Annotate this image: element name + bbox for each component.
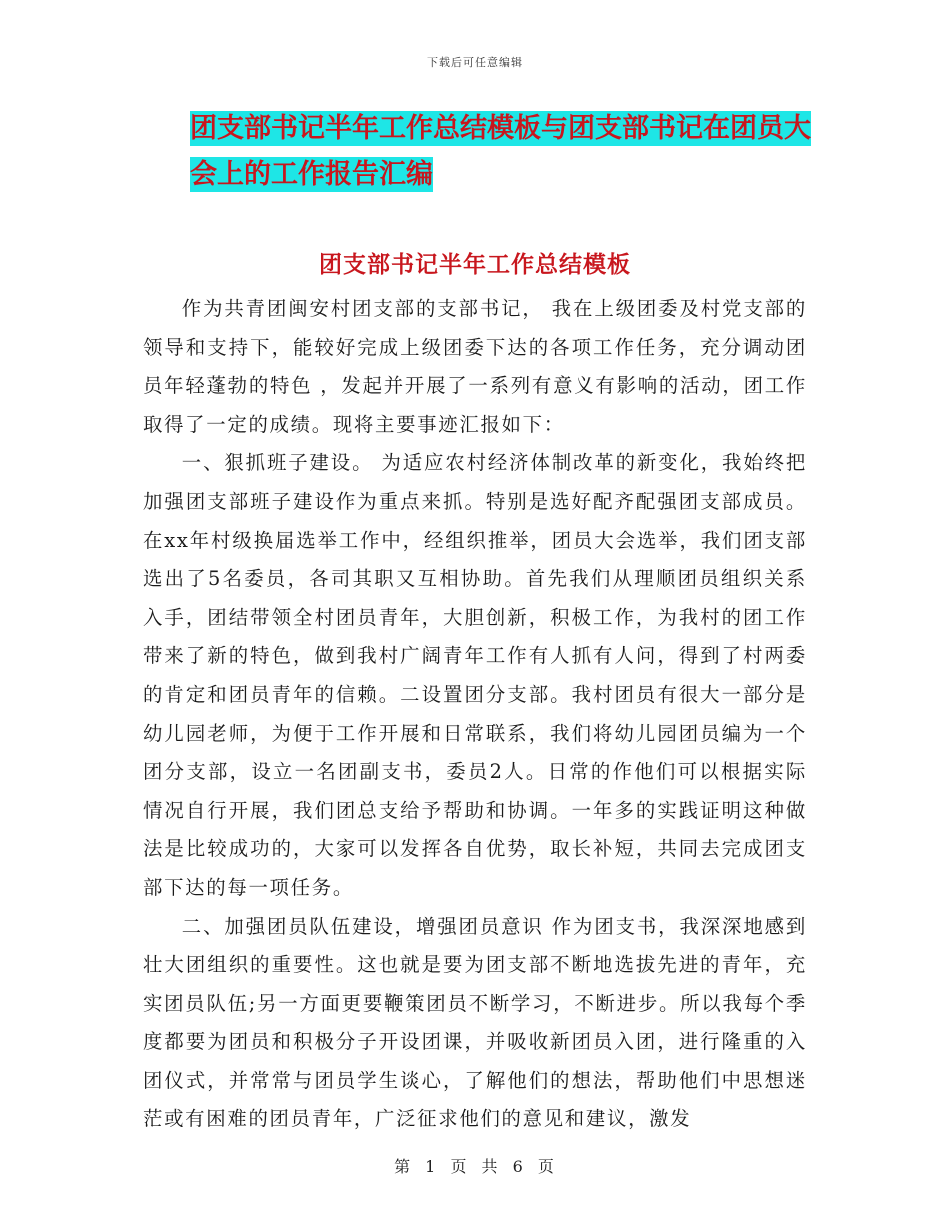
page-number: 第 1 页 共 6 页 xyxy=(394,1157,556,1176)
title-line-1: 团支部书记半年工作总结模板与团支部书记在团员大 xyxy=(190,113,811,144)
document-title xyxy=(190,106,810,198)
header-note: 下载后可任意编辑 xyxy=(427,56,523,69)
paragraph: 一、狠抓班子建设。 为适应农村经济体制改革的新变化，我始终把加强团支部班子建设作为重点来抓。特别是选好配齐配强团支部成员。在xx年村级换届选举工作中，经组织推举，团员大会选举，我们团支部选出了5名委员，各司其职又互相协助。首先我们从理顺团员组织关系入手，团结带领全村团员青年，大胆创新，积极工作，为我村的团工作带来了新的特色，做到我村广阔青年工作有人抓有人问，得到了村两委的肯定和团员青年的信赖。二设置团分支部。我村团员有很大一部分是幼儿园老师，为便于工作开展和日常联系，我们将幼儿园团员编为一个团分支部，设立一名团副支书，委员2人。日常的作他们可以根据实际情况自行开展，我们团总支给予帮助和协调。一年多的实践证明这种做法是比较成功的，大家可以发挥各自优势，取长补短，共同去完成团支部下达的每一项任务。 xyxy=(143,451,807,899)
section-title: 团支部书记半年工作总结模板 xyxy=(319,252,631,278)
document-body xyxy=(143,290,807,1139)
paragraph: 二、加强团员队伍建设，增强团员意识 作为团支书，我深深地感到壮大团组织的重要性。这也就是要为团支部不断地选拔先进的青年，充实团员队伍;另一方面更要鞭策团员不断学习，不断进步。所以我每个季度都要为团员和积极分子开设团课，并吸收新团员入团，进行隆重的入团仪式，并常常与团员学生谈心，了解他们的想法，帮助他们中思想迷茫或有困难的团员青年，广泛征求他们的意见和建议，激发 xyxy=(143,914,807,1131)
paragraph: 作为共青团闽安村团支部的支部书记， 我在上级团委及村党支部的领导和支持下，能较好完成上级团委下达的各项工作任务，充分调动团员年轻蓬勃的特色 ，发起并开展了一系列有意义有影响的活动，团工作取得了一定的成绩。现将主要事迹汇报如下： xyxy=(143,297,807,436)
title-line-2: 会上的工作报告汇编 xyxy=(190,159,433,190)
